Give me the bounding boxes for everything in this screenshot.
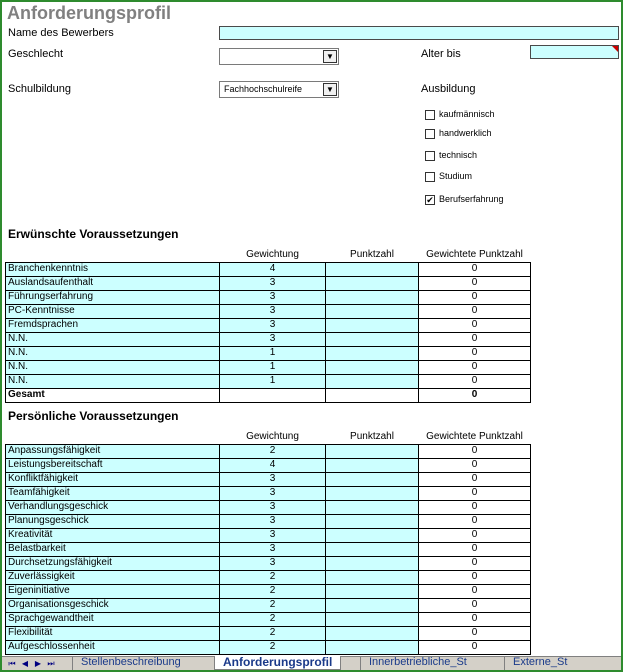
name-input[interactable] [219,26,619,40]
weight-cell[interactable]: 3 [220,472,326,486]
table-row [6,360,531,374]
weighted-score-cell: 0 [419,542,531,556]
table-row [6,612,531,626]
table-row [6,346,531,360]
weight-cell[interactable]: 2 [220,612,326,626]
weight-cell[interactable]: 1 [220,346,326,360]
dropdown-arrow-icon[interactable]: ▼ [323,83,337,96]
weight-cell[interactable]: 2 [220,584,326,598]
training-option-label: Berufserfahrung [439,194,504,204]
sheet-tab[interactable]: Externe_St [504,656,575,670]
table-row [6,486,531,500]
column-header [6,430,220,444]
criterion-cell: N.N. [6,374,220,388]
table-row [6,584,531,598]
score-cell[interactable] [326,528,419,542]
criterion-cell: Anpassungsfähigkeit [6,444,220,458]
training-option-label: kaufmännisch [439,109,495,119]
criterion-cell: Fremdsprachen [6,318,220,332]
weight-cell[interactable]: 3 [220,304,326,318]
weighted-score-cell: 0 [419,262,531,276]
school-label: Schulbildung [8,83,71,95]
weight-cell[interactable]: 2 [220,598,326,612]
checkbox-icon[interactable] [425,151,435,161]
weighted-score-cell: 0 [419,584,531,598]
score-cell[interactable] [326,486,419,500]
criterion-cell: Auslandsaufenthalt [6,276,220,290]
total-empty-cell [326,388,419,402]
personal-requirements-table [5,430,531,655]
weight-cell[interactable]: 3 [220,542,326,556]
weight-cell[interactable]: 2 [220,570,326,584]
score-cell[interactable] [326,542,419,556]
criterion-cell: Sprachgewandtheit [6,612,220,626]
weight-cell[interactable]: 4 [220,262,326,276]
weighted-score-cell: 0 [419,528,531,542]
weight-cell[interactable]: 3 [220,556,326,570]
page-title: Anforderungsprofil [7,3,171,23]
weight-cell[interactable]: 3 [220,332,326,346]
score-cell[interactable] [326,346,419,360]
criterion-cell: N.N. [6,346,220,360]
gender-select[interactable] [219,48,339,65]
table-row [6,262,531,276]
score-cell[interactable] [326,374,419,388]
table-row [6,318,531,332]
weighted-score-cell: 0 [419,304,531,318]
weight-cell[interactable]: 1 [220,360,326,374]
table-row [6,374,531,388]
weighted-score-cell: 0 [419,332,531,346]
training-option[interactable] [425,128,492,139]
criterion-cell: N.N. [6,332,220,346]
weighted-score-cell: 0 [419,640,531,654]
weighted-score-cell: 0 [419,360,531,374]
weight-cell[interactable]: 3 [220,514,326,528]
column-header: Gewichtung [220,430,326,444]
table-row [6,640,531,654]
weight-cell[interactable]: 2 [220,640,326,654]
checkbox-icon[interactable] [425,110,435,120]
weighted-score-cell: 0 [419,626,531,640]
weighted-score-cell: 0 [419,500,531,514]
score-cell[interactable] [326,640,419,654]
criterion-cell: PC-Kenntnisse [6,304,220,318]
prev-sheet-icon[interactable]: ◀ [21,659,29,668]
weight-cell[interactable]: 2 [220,444,326,458]
table-row [6,304,531,318]
criterion-cell: Durchsetzungsfähigkeit [6,556,220,570]
training-option-label: Studium [439,171,473,181]
weighted-score-cell: 0 [419,458,531,472]
score-cell[interactable] [326,556,419,570]
dropdown-arrow-icon[interactable]: ▼ [323,50,337,63]
table-row [6,500,531,514]
column-header: Gewichtete Punktzahl [419,430,531,444]
sheet-tab[interactable]: Anforderungsprofil [214,656,341,670]
criterion-cell: Branchenkenntnis [6,262,220,276]
weighted-score-cell: 0 [419,556,531,570]
total-label: Gesamt [6,388,220,402]
criterion-cell: Leistungsbereitschaft [6,458,220,472]
weighted-score-cell: 0 [419,374,531,388]
table-header-row [6,248,531,262]
weight-cell[interactable]: 1 [220,374,326,388]
total-row [6,388,531,402]
score-cell[interactable] [326,472,419,486]
score-cell[interactable] [326,290,419,304]
score-cell[interactable] [326,276,419,290]
checkbox-checked-icon[interactable]: ✔ [426,194,434,205]
score-cell[interactable] [326,584,419,598]
criterion-cell: Organisationsgeschick [6,598,220,612]
criterion-cell: Flexibilität [6,626,220,640]
table-row [6,276,531,290]
column-header: Gewichtung [220,248,326,262]
criterion-cell: Kreativität [6,528,220,542]
score-cell[interactable] [326,612,419,626]
score-cell[interactable] [326,318,419,332]
table-row [6,290,531,304]
table-row [6,528,531,542]
table-row [6,542,531,556]
criterion-cell: Führungserfahrung [6,290,220,304]
weighted-score-cell: 0 [419,444,531,458]
weight-cell[interactable]: 4 [220,458,326,472]
weight-cell[interactable]: 3 [220,528,326,542]
section2-title: Persönliche Voraussetzungen [8,409,179,423]
criterion-cell: Konfliktfähigkeit [6,472,220,486]
gender-label: Geschlecht [8,48,64,60]
table-row [6,472,531,486]
score-cell[interactable] [326,626,419,640]
last-sheet-icon[interactable]: ⏭ [47,659,55,668]
training-option[interactable] [425,194,504,205]
age-input[interactable] [530,45,619,59]
criterion-cell: Eigeninitiative [6,584,220,598]
score-cell[interactable] [326,360,419,374]
weight-cell[interactable]: 2 [220,626,326,640]
sheet-tab[interactable]: Stellenbeschreibung [72,656,189,670]
weighted-score-cell: 0 [419,346,531,360]
criterion-cell: Zuverlässigkeit [6,570,220,584]
criterion-cell: Belastbarkeit [6,542,220,556]
score-cell[interactable] [326,500,419,514]
score-cell[interactable] [326,514,419,528]
comment-indicator-icon [612,46,618,52]
table-row [6,514,531,528]
weighted-score-cell: 0 [419,570,531,584]
table-row [6,332,531,346]
table-row [6,444,531,458]
table-row [6,598,531,612]
weighted-score-cell: 0 [419,486,531,500]
total-value: 0 [419,388,531,402]
weighted-score-cell: 0 [419,472,531,486]
table-row [6,556,531,570]
criterion-cell: Aufgeschlossenheit [6,640,220,654]
weight-cell[interactable]: 3 [220,318,326,332]
weight-cell[interactable]: 3 [220,500,326,514]
training-option-label: handwerklich [439,128,492,138]
requirements-table [5,248,531,403]
table-row [6,626,531,640]
score-cell[interactable] [326,458,419,472]
weight-cell[interactable]: 3 [220,276,326,290]
training-label: Ausbildung [421,83,476,95]
table-header-row [6,430,531,444]
checkbox-icon[interactable] [425,172,435,182]
column-header [6,248,220,262]
training-option[interactable] [425,171,472,182]
weight-cell[interactable]: 3 [220,290,326,304]
weight-cell[interactable]: 3 [220,486,326,500]
criterion-cell: Teamfähigkeit [6,486,220,500]
age-label: Alter bis [421,48,461,60]
table-row [6,570,531,584]
score-cell[interactable] [326,304,419,318]
first-sheet-icon[interactable]: ⏮ [8,659,16,668]
training-option-label: technisch [439,150,478,160]
weighted-score-cell: 0 [419,318,531,332]
name-label: Name des Bewerbers [8,27,114,39]
column-header: Punktzahl [326,430,419,444]
weighted-score-cell: 0 [419,612,531,626]
column-header: Gewichtete Punktzahl [419,248,531,262]
school-select[interactable] [219,81,339,98]
sheet-tab[interactable]: Innerbetriebliche_St [360,656,475,670]
total-empty-cell [220,388,326,402]
score-cell[interactable] [326,598,419,612]
school-value: Fachhochschulreife [224,84,303,94]
weighted-score-cell: 0 [419,514,531,528]
next-sheet-icon[interactable]: ▶ [34,659,42,668]
section1-title: Erwünschte Voraussetzungen [8,227,179,241]
score-cell[interactable] [326,332,419,346]
score-cell[interactable] [326,262,419,276]
training-option[interactable] [425,109,495,120]
sheet-tab-bar [2,656,621,670]
training-option[interactable] [425,150,477,161]
weighted-score-cell: 0 [419,276,531,290]
weighted-score-cell: 0 [419,290,531,304]
criterion-cell: Planungsgeschick [6,514,220,528]
weighted-score-cell: 0 [419,598,531,612]
checkbox-icon[interactable] [425,129,435,139]
score-cell[interactable] [326,570,419,584]
table-row [6,458,531,472]
score-cell[interactable] [326,444,419,458]
criterion-cell: Verhandlungsgeschick [6,500,220,514]
criterion-cell: N.N. [6,360,220,374]
column-header: Punktzahl [326,248,419,262]
